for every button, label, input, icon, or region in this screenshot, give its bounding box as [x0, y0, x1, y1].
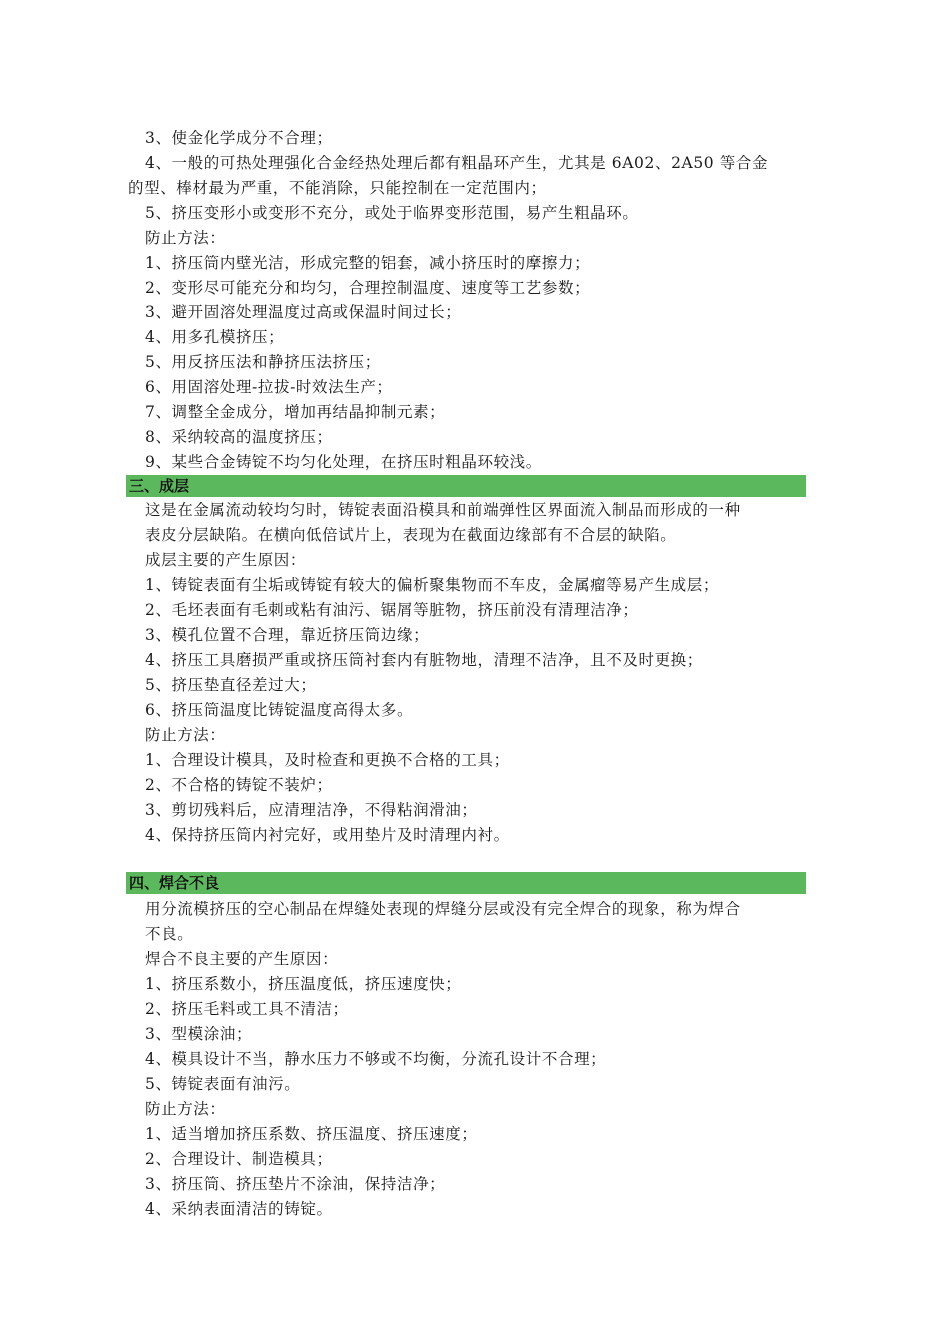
text-line: 2、合理设计、制造模具； [145, 1150, 333, 1168]
text-line: 8、采纳较高的温度挤压； [145, 428, 333, 446]
text-line: 这是在金属流动较均匀时，铸锭表面沿模具和前端弹性区界面流入制品而形成的一种 [145, 501, 741, 519]
text-line: 防止方法： [145, 229, 226, 247]
text-line: 不良。 [145, 925, 194, 943]
text-line: 9、某些合金铸锭不均匀化处理，在挤压时粗晶环较浅。 [145, 453, 542, 471]
text-line: 5、挤压变形小或变形不充分，或处于临界变形范围，易产生粗晶环。 [145, 204, 639, 222]
text-line: 1、挤压系数小，挤压温度低，挤压速度快； [145, 975, 462, 993]
text-line: 3、模孔位置不合理，靠近挤压筒边缘； [145, 626, 430, 644]
text-line: 1、挤压筒内壁光洁，形成完整的铝套，减小挤压时的摩擦力； [145, 254, 591, 272]
section-heading: 四、焊合不良 [126, 872, 806, 894]
text-line: 2、变形尽可能充分和均匀，合理控制温度、速度等工艺参数； [145, 279, 591, 297]
text-line: 2、不合格的铸锭不装炉； [145, 776, 333, 794]
text-line: 用分流模挤压的空心制品在焊缝处表现的焊缝分层或没有完全焊合的现象，称为焊合 [145, 900, 741, 918]
text-line: 3、使金化学成分不合理； [145, 129, 333, 147]
text-line: 6、用固溶处理-拉拔-时效法生产； [145, 378, 393, 396]
text-line: 成层主要的产生原因： [145, 551, 307, 569]
text-line: 1、适当增加挤压系数、挤压温度、挤压速度； [145, 1125, 478, 1143]
text-line: 3、挤压筒、挤压垫片不涂油，保持洁净； [145, 1175, 446, 1193]
text-line: 3、避开固溶处理温度过高或保温时间过长； [145, 303, 462, 321]
text-line: 6、挤压筒温度比铸锭温度高得太多。 [145, 701, 414, 719]
text-line: 4、挤压工具磨损严重或挤压筒衬套内有脏物地，清理不洁净，且不及时更换； [145, 651, 703, 669]
text-line: 防止方法： [145, 1100, 226, 1118]
text-line: 4、采纳表面清洁的铸锭。 [145, 1200, 333, 1218]
text-line: 1、合理设计模具，及时检查和更换不合格的工具； [145, 751, 510, 769]
text-line: 防止方法： [145, 726, 226, 744]
text-line: 5、挤压垫直径差过大； [145, 676, 317, 694]
text-line: 4、模具设计不当，静水压力不够或不均衡，分流孔设计不合理； [145, 1050, 607, 1068]
text-line: 3、剪切残料后，应清理洁净，不得粘润滑油； [145, 801, 478, 819]
text-line: 7、调整全金成分，增加再结晶抑制元素； [145, 403, 446, 421]
text-line: 焊合不良主要的产生原因： [145, 950, 339, 968]
text-line: 4、保持挤压筒内衬完好，或用垫片及时清理内衬。 [145, 826, 510, 844]
section-heading: 三、成层 [126, 475, 806, 497]
text-line: 5、用反挤压法和静挤压法挤压； [145, 353, 381, 371]
text-line: 1、铸锭表面有尘垢或铸锭有较大的偏析聚集物而不车皮，金属瘤等易产生成层； [145, 576, 719, 594]
text-line: 4、用多孔模挤压； [145, 328, 285, 346]
text-line: 表皮分层缺陷。在横向低倍试片上，表现为在截面边缘部有不合层的缺陷。 [145, 526, 677, 544]
text-line: 5、铸锭表面有油污。 [145, 1075, 301, 1093]
text-line: 3、型模涂油； [145, 1025, 253, 1043]
text-line: 2、挤压毛料或工具不清洁； [145, 1000, 349, 1018]
text-line: 4、一般的可热处理强化合金经热处理后都有粗晶环产生，尤其是 6A02、2A50 等合金 [145, 154, 769, 172]
text-line: 2、毛坯表面有毛刺或粘有油污、锯屑等脏物，挤压前没有清理洁净； [145, 601, 639, 619]
text-line: 的型、棒材最为严重，不能消除，只能控制在一定范围内； [128, 179, 547, 197]
